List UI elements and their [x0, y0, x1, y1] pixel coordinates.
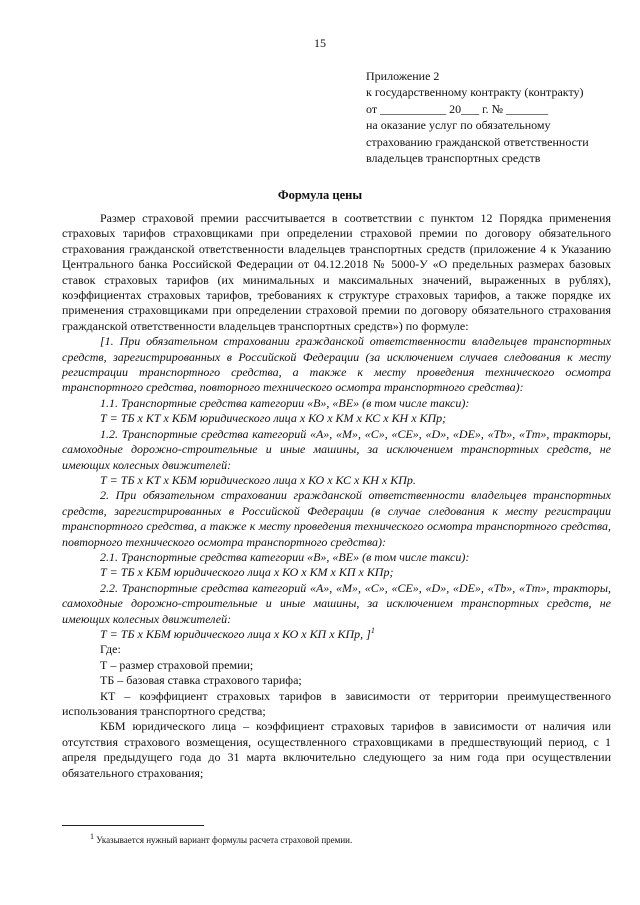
footnote-ref: 1: [370, 625, 375, 635]
where-label: Где:: [100, 642, 121, 657]
definition-kt: КТ – коэффициент страховых тарифов в зависимости от территории преимущественного использования транспортного средства;: [62, 688, 611, 718]
page-number: 15: [314, 36, 326, 50]
footnote-divider: [62, 825, 204, 826]
formula-2-2-text: Т = ТБ х КБМ юридического лица х КО х КП х КПр, ]: [100, 626, 371, 641]
footnote-mark: 1: [90, 832, 94, 841]
footnote: [90, 832, 353, 845]
annex-line: от ___________ 20___ г. № _______: [366, 101, 549, 116]
clause-2-2: 2.2. Транспортные средства категорий «A», «M», «C», «CE», «D», «DE», «Tb», «Tm», тракторы, самоходные дорожно-строительные и иные машины, за исключением транспортных средств, не имеющих колесных движителей:: [62, 580, 611, 626]
annex-block: [366, 68, 628, 166]
annex-line: Приложение 2: [366, 69, 440, 83]
annex-line: страхованию гражданской ответственности: [366, 134, 589, 149]
clause-1-1: 1.1. Транспортные средства категории «B», «BE» (в том числе такси):: [100, 395, 470, 410]
clause-2: 2. При обязательном страховании гражданской ответственности владельцев транспортных средств, зарегистрированных в Российской Федерации (в случае следования к месту регистрации транспортного средства, а также к месту проведения технического осмотра транспортного средства, повторного технического осмотра транспортного средства):: [62, 488, 611, 549]
annex-line: владельцев транспортных средств: [366, 151, 541, 166]
annex-line: на оказание услуг по обязательному: [366, 118, 551, 133]
clause-1-2: 1.2. Транспортные средства категорий «A», «M», «C», «CE», «D», «DE», «Tb», «Tm», тракторы, самоходные дорожно-строительные и иные машины, за исключением транспортных средств, не имеющих колесных движителей:: [62, 426, 611, 472]
definition-t: Т – размер страховой премии;: [100, 657, 254, 672]
definition-kbm: КБМ юридического лица – коэффициент страховых тарифов в зависимости от наличия или отсутствия страхового возмещения, осуществленного страховщиками в предшествующий период, с 1 апреля предыдущего года до 31 марта включительно следующего за ним года при осуществлении обязательного страхования;: [62, 719, 611, 780]
formula-2-2: [62, 627, 611, 642]
annex-line: к государственному контракту (контракту): [366, 85, 584, 100]
intro-paragraph: Размер страховой премии рассчитывается в соответствии с пунктом 12 Порядка применения страховых тарифов страховщиками при определении страховой премии по договору обязательного страхования гражданской ответственности владельцев транспортных средств (приложение 4 к Указанию Центрального банка Российской Федерации от 04.12.2018 № 5000-У «О предельных размерах базовых ставок страховых тарифов (их минимальных и максимальных значений, выраженных в рублях), коэффициентах страховых тарифов, требованиях к структуре страховых тарифов, а также порядке их применения страховщиками при определении страховой премии по договору обязательного страхования гражданской ответственности владельцев транспортных средств») по формуле:: [62, 211, 611, 333]
definition-tb: ТБ – базовая ставка страхового тарифа;: [100, 673, 302, 688]
footnote-text: Указывается нужный вариант формулы расчета страховой премии.: [94, 835, 353, 845]
clause-1: [1. При обязательном страховании гражданской ответственности владельцев транспортных средств, зарегистрированных в Российской Федерации (за исключением случаев следования к месту регистрации транспортного средства, а также к месту проведения технического осмотра транспортного средства, повторного технического осмотра транспортного средства):: [62, 334, 611, 395]
formula-2-1: Т = ТБ х КБМ юридического лица х КО х КМ х КП х КПр;: [100, 565, 394, 580]
formula-1-2: Т = ТБ х КТ х КБМ юридического лица х КО х КС х КН х КПр.: [100, 472, 416, 487]
document-title: Формула цены: [277, 188, 363, 202]
formula-1-1: Т = ТБ х КТ х КБМ юридического лица х КО х КМ х КС х КН х КПр;: [100, 411, 447, 426]
document-body: [62, 211, 611, 781]
clause-2-1: 2.1. Транспортные средства категории «B», «BE» (в том числе такси):: [100, 549, 470, 564]
